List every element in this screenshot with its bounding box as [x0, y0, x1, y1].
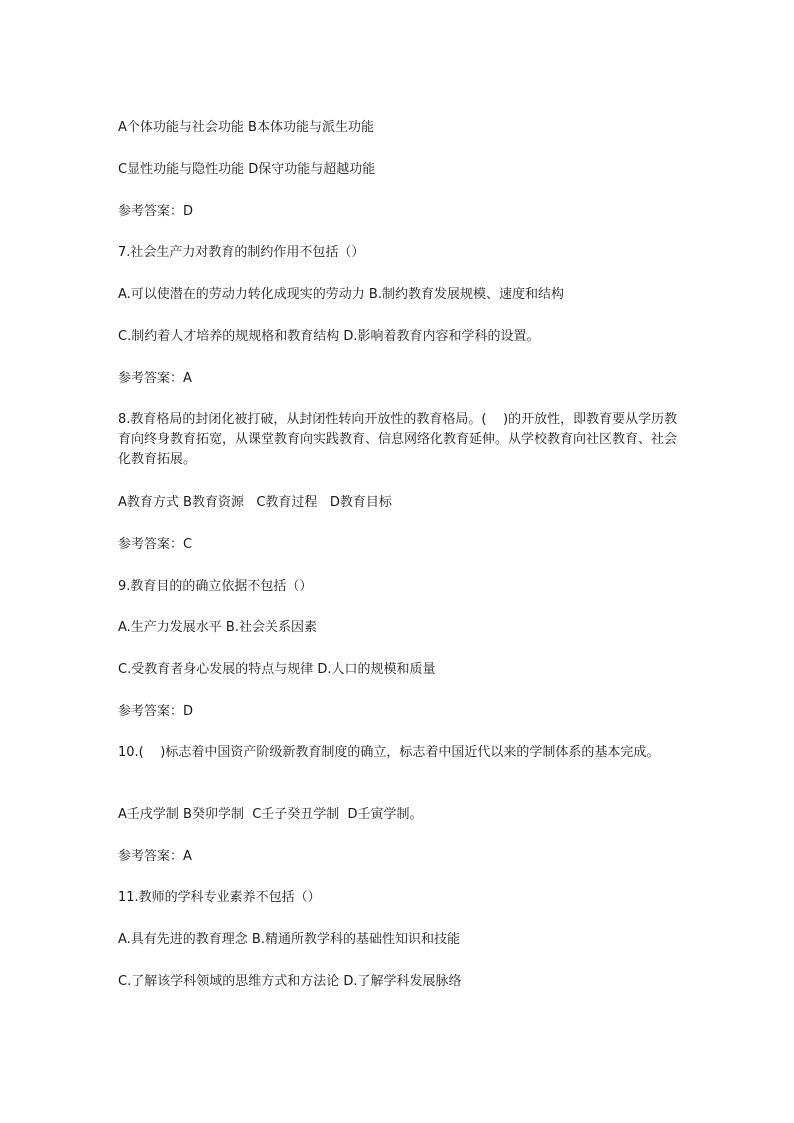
q11-options-ab: A.具有先进的教育理念 B.精通所教学科的基础性知识和技能 [118, 932, 460, 947]
q6-options-cd: C显性功能与隐性功能 D保守功能与超越功能 [118, 162, 376, 177]
q7-options-cd: C.制约着人才培养的规规格和教育结构 D.影响着教育内容和学科的设置。 [118, 329, 540, 344]
q10-options: A壬戌学制 B癸卯学制 C壬子癸丑学制 D壬寅学制。 [118, 807, 423, 822]
q7-options-ab: A.可以使潜在的劳动力转化成现实的劳动力 B.制约教育发展规模、速度和结构 [118, 287, 564, 302]
q6-options-ab: A个体功能与社会功能 B本体功能与派生功能 [118, 120, 374, 135]
q11-options-cd: C.了解该学科领域的思维方式和方法论 D.了解学科发展脉络 [118, 974, 462, 989]
q7-question: 7.社会生产力对教育的制约作用不包括（） [118, 245, 365, 260]
q9-answer: 参考答案：D [118, 704, 194, 719]
q8-options: A教育方式 B教育资源 C教育过程 D教育目标 [118, 495, 392, 510]
q10-question: 10.( )标志着中国资产阶级新教育制度的确立，标志着中国近代以来的学制体系的基本完成。 [118, 745, 660, 760]
q9-question: 9.教育目的的确立依据不包括（） [118, 579, 313, 594]
q8-question: 8.教育格局的封闭化被打破，从封闭性转向开放性的教育格局。( )的开放性，即教育要从学历教育向终身教育拓宽，从课堂教育向实践教育、信息网络化教育延伸。从学校教育向社区教育、社会化教育拓展。 [118, 412, 678, 467]
q8-answer: 参考答案：C [118, 537, 193, 552]
q9-options-ab: A.生产力发展水平 B.社会关系因素 [118, 620, 317, 635]
q6-answer: 参考答案：D [118, 204, 194, 219]
q10-answer: 参考答案：A [118, 849, 192, 864]
q7-answer: 参考答案：A [118, 371, 192, 386]
q9-options-cd: C.受教育者身心发展的特点与规律 D.人口的规模和质量 [118, 662, 436, 677]
q11-question: 11.教师的学科专业素养不包括（） [118, 890, 321, 905]
